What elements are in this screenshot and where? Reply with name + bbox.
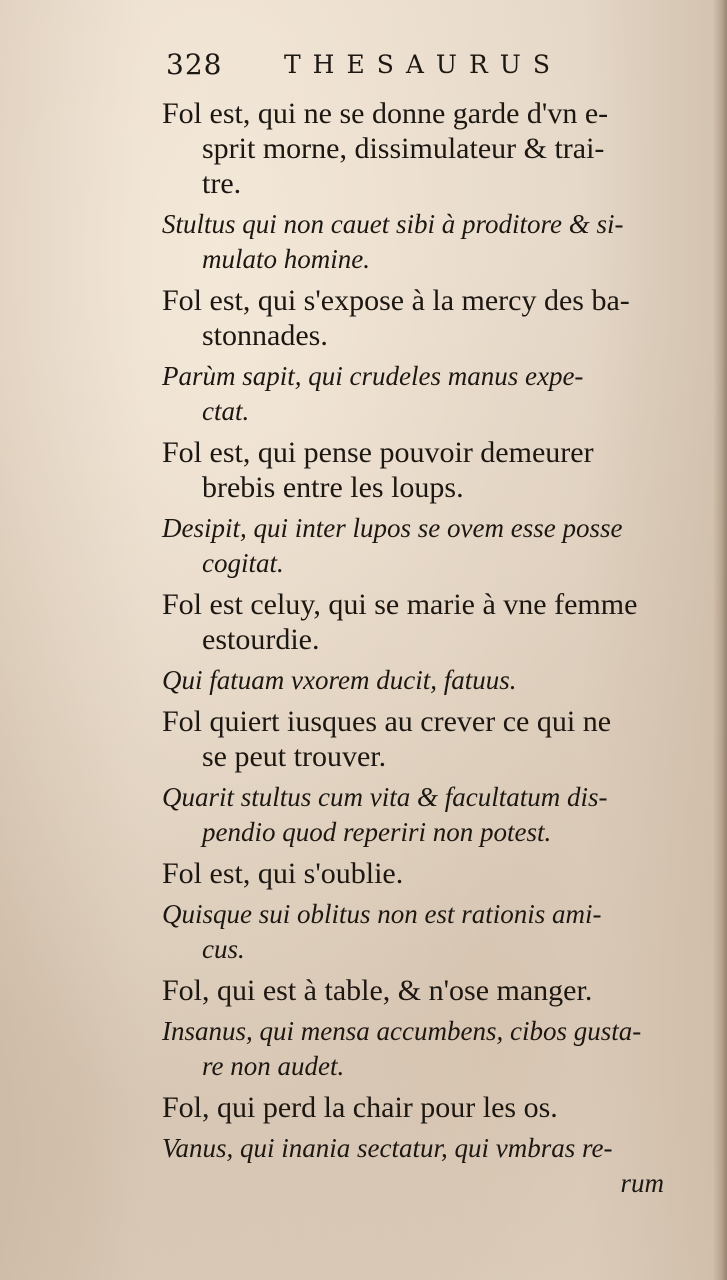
text-line: Insanus, qui mensa accumbens, cibos gusta- — [162, 1016, 642, 1046]
catchword: rum — [620, 1168, 664, 1198]
text-line: estourdie. — [202, 623, 320, 656]
text-line: Fol est, qui s'expose à la mercy des ba- — [162, 284, 630, 317]
text-line: Qui fatuam vxorem ducit, fatuus. — [162, 665, 517, 695]
latin-proverb — [162, 207, 682, 277]
french-proverb — [162, 587, 682, 657]
latin-proverb — [162, 1014, 682, 1084]
text-line: brebis entre les loups. — [202, 471, 464, 504]
french-proverb — [162, 96, 682, 201]
text-line: Stultus qui non cauet sibi à proditore & si- — [162, 209, 624, 239]
text-line: re non audet. — [202, 1051, 345, 1081]
page-number: 328 — [166, 48, 223, 81]
text-line: Fol est celuy, qui se marie à vne femme — [162, 588, 638, 621]
latin-proverb — [162, 780, 682, 850]
french-proverb — [162, 973, 682, 1008]
text-line: Fol est, qui pense pouvoir demeurer — [162, 436, 594, 469]
text-line: Fol, qui perd la chair pour les os. — [162, 1091, 558, 1124]
text-block — [162, 96, 682, 1207]
french-proverb — [162, 435, 682, 505]
text-line: Desipit, qui inter lupos se ovem esse posse — [162, 513, 623, 543]
text-line: sprit morne, dissimulateur & trai- — [202, 132, 605, 165]
text-line: Vanus, qui inania sectatur, qui vmbras re- — [162, 1133, 613, 1163]
latin-proverb — [162, 897, 682, 967]
french-proverb — [162, 283, 682, 353]
latin-proverb — [162, 359, 682, 429]
latin-proverb — [162, 1131, 682, 1201]
page-header — [166, 44, 606, 84]
running-title: THESAURUS — [284, 50, 562, 79]
french-proverb — [162, 1090, 682, 1125]
text-line: stonnades. — [202, 319, 328, 352]
text-line: Fol, qui est à table, & n'ose manger. — [162, 974, 593, 1007]
text-line: pendio quod reperiri non potest. — [202, 817, 552, 847]
latin-proverb — [162, 663, 682, 698]
text-line: Quisque sui oblitus non est rationis ami- — [162, 899, 602, 929]
text-line: tre. — [202, 167, 242, 200]
text-line: ctat. — [202, 396, 250, 426]
text-line: Fol est, qui s'oublie. — [162, 857, 404, 890]
page-edge — [713, 0, 727, 1280]
text-line: mulato homine. — [202, 244, 370, 274]
text-line: cogitat. — [202, 548, 284, 578]
text-line: cus. — [202, 934, 245, 964]
text-line: Fol est, qui ne se donne garde d'vn e- — [162, 97, 609, 130]
french-proverb — [162, 856, 682, 891]
text-line: Quarit stultus cum vita & facultatum dis- — [162, 782, 608, 812]
french-proverb — [162, 704, 682, 774]
text-line: Parùm sapit, qui crudeles manus expe- — [162, 361, 584, 391]
latin-proverb — [162, 511, 682, 581]
text-line: Fol quiert iusques au crever ce qui ne — [162, 705, 612, 738]
text-line: se peut trouver. — [202, 740, 387, 773]
